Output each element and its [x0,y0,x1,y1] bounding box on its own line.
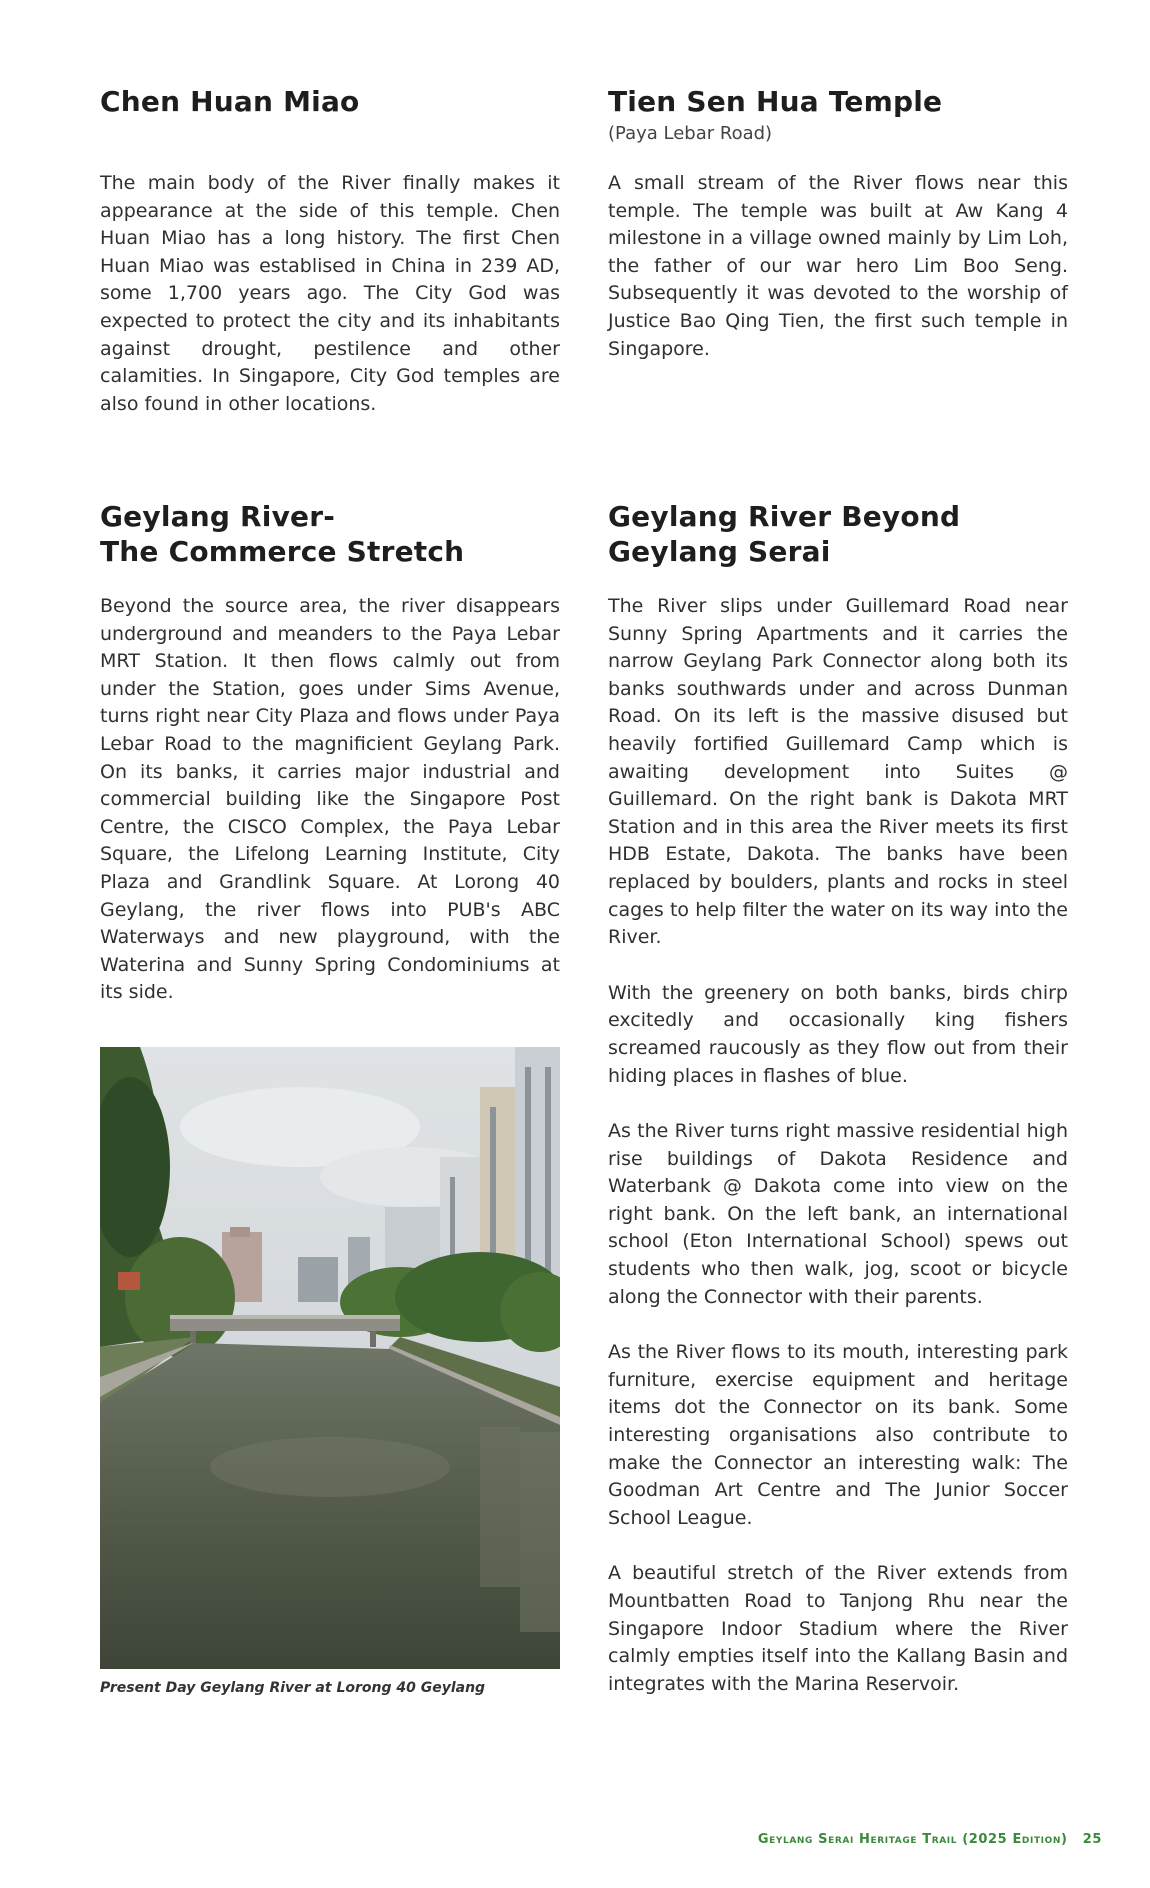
river-photo-illustration [100,1047,560,1669]
page-footer [758,1832,1102,1847]
section-paragraph: As the River turns right massive residential high rise buildings of Dakota Residence and Waterbank @ Dakota come into view on the right bank. On the left bank, an international school (Eton International School) spews out students who then walk, jog, scoot or bicycle along the Connector with their parents. [608,1120,1068,1308]
river-photo [100,1047,560,1669]
section-body: The main body of the River finally makes it appearance at the side of this temple. Chen Huan Miao has a long history. The first Chen Huan Miao was establised in China in 239 AD, some 1,700 years ago. The City God was expected to protect the city and its inhabitants against drought, pestilence and other calamities. In Singapore, City God temples are also found in other locations. [100,172,560,415]
photo-caption: Present Day Geylang River at Lorong 40 Geylang [100,1680,486,1696]
section-heading-line2: The Commerce Stretch [100,535,465,568]
section-heading: Chen Huan Miao [100,85,360,118]
section-paragraph: As the River flows to its mouth, interesting park furniture, exercise equipment and heritage items dot the Connector on its bank. Some interesting organisations also contribute to make the Connector an interesting walk: The Goodman Art Centre and The Junior Soccer School League. [608,1341,1068,1529]
section-heading-line2: Geylang Serai [608,535,831,568]
section-heading-line1: Geylang River Beyond [608,500,961,533]
section-chen-huan-miao [100,84,560,446]
section-commerce-stretch [100,499,560,1035]
section-paragraph: With the greenery on both banks, birds chirp excitedly and occasionally king fishers screamed raucously as they flow out from their hiding places in flashes of blue. [608,981,1068,1087]
section-heading-line1: Geylang River- [100,500,336,533]
footer-title: Geylang Serai Heritage Trail (2025 Edition) [757,1832,1068,1847]
section-heading: Tien Sen Hua Temple [608,85,943,118]
section-paragraphs [608,593,1068,1698]
section-paragraph: The River slips under Guillemard Road near Sunny Spring Apartments and it carries the narrow Geylang Park Connector along both its banks southwards under and across Dunman Road. On its left is the massive disused but heavily fortified Guillemard Camp which is awaiting development into Suites @ Guillemard. On the right bank is Dakota MRT Station and in this area the River meets its first HDB Estate, Dakota. The banks have been replaced by boulders, plants and rocks in steel cages to help filter the water on its way into the River. [608,595,1068,949]
section-subheading: (Paya Lebar Road) [608,123,773,144]
section-body: Beyond the source area, the river disappears underground and meanders to the Paya Lebar MRT Station. It then flows calmly out from under the Station, goes under Sims Avenue, turns right near City Plaza and flows under Paya Lebar Road to the magnificient Geylang Park. On its banks, it carries major industrial and commercial building like the Singapore Post Centre, the CISCO Complex, the Paya Lebar Square, the Lifelong Learning Institute, City Plaza and Grandlink Square. At Lorong 40 Geylang, the river flows into PUB's ABC Waterways and new playground, with the Waterina and Sunny Spring Condominiums at its side. [100,595,560,1004]
section-paragraph: A beautiful stretch of the River extends from Mountbatten Road to Tanjong Rhu near the Singapore Indoor Stadium where the River calmly empties itself into the Kallang Basin and integrates with the Marina Reservoir. [608,1562,1068,1695]
page-number: 25 [1082,1832,1102,1847]
section-beyond-geylang-serai [608,499,1068,1726]
section-tien-sen-hua-temple [608,84,1068,391]
section-body: A small stream of the River flows near this temple. The temple was built at Aw Kang 4 milestone in a village owned mainly by Lim Loh, the father of our war hero Lim Boo Seng. Subsequently it was devoted to the worship of Justice Bao Qing Tien, the first such temple in Singapore. [608,172,1068,360]
